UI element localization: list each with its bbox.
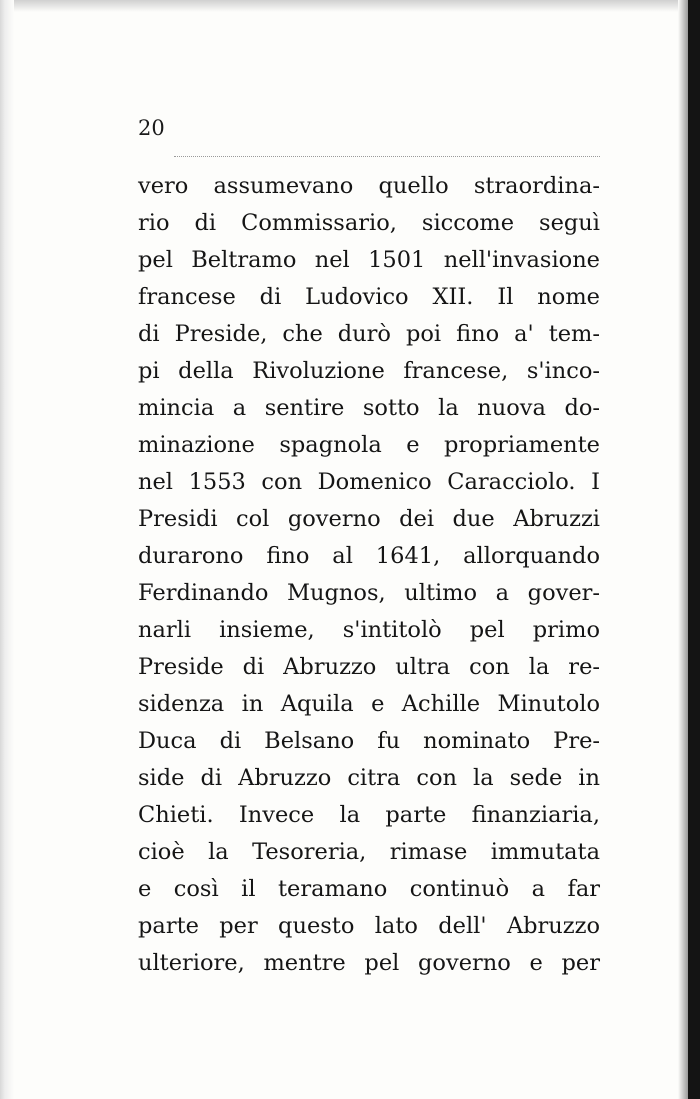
header-rule — [174, 156, 600, 157]
text-line: ulteriore, mentre pel governo e per — [138, 950, 600, 976]
text-line: nel 1553 con Domenico Caracciolo. I — [138, 469, 600, 495]
scan-left-edge — [0, 0, 14, 1099]
text-line: Ferdinando Mugnos, ultimo a gover- — [138, 580, 600, 606]
text-line: side di Abruzzo citra con la sede in — [138, 765, 600, 791]
text-line: pel Beltramo nel 1501 nell'invasione — [138, 247, 600, 273]
text-line: francese di Ludovico XII. Il nome — [138, 284, 600, 310]
scan-right-shadow — [678, 0, 688, 1099]
text-line: pi della Rivoluzione francese, s'inco- — [138, 358, 600, 384]
text-line: Duca di Belsano fu nominato Pre- — [138, 728, 600, 754]
text-line: Presidi col governo dei due Abruzzi — [138, 506, 600, 532]
page-number: 20 — [138, 116, 165, 140]
scan-right-edge — [688, 0, 700, 1099]
text-line: durarono fino al 1641, allorquando — [138, 543, 600, 569]
text-line: narli insieme, s'intitolò pel primo — [138, 617, 600, 643]
text-line: di Preside, che durò poi fino a' tem- — [138, 321, 600, 347]
body-text — [138, 168, 600, 982]
text-line: Chieti. Invece la parte finanziaria, — [138, 802, 600, 828]
text-line: cioè la Tesoreria, rimase immutata — [138, 839, 600, 865]
scan-top-edge — [0, 0, 700, 12]
text-line: rio di Commissario, siccome seguì — [138, 210, 600, 236]
text-line: mincia a sentire sotto la nuova do- — [138, 395, 600, 421]
text-line: e così il teramano continuò a far — [138, 876, 600, 902]
text-line: minazione spagnola e propriamente — [138, 432, 600, 458]
text-line: Preside di Abruzzo ultra con la re- — [138, 654, 600, 680]
text-line: vero assumevano quello straordina- — [138, 173, 600, 199]
text-line: parte per questo lato dell' Abruzzo — [138, 913, 600, 939]
text-line: sidenza in Aquila e Achille Minutolo — [138, 691, 600, 717]
